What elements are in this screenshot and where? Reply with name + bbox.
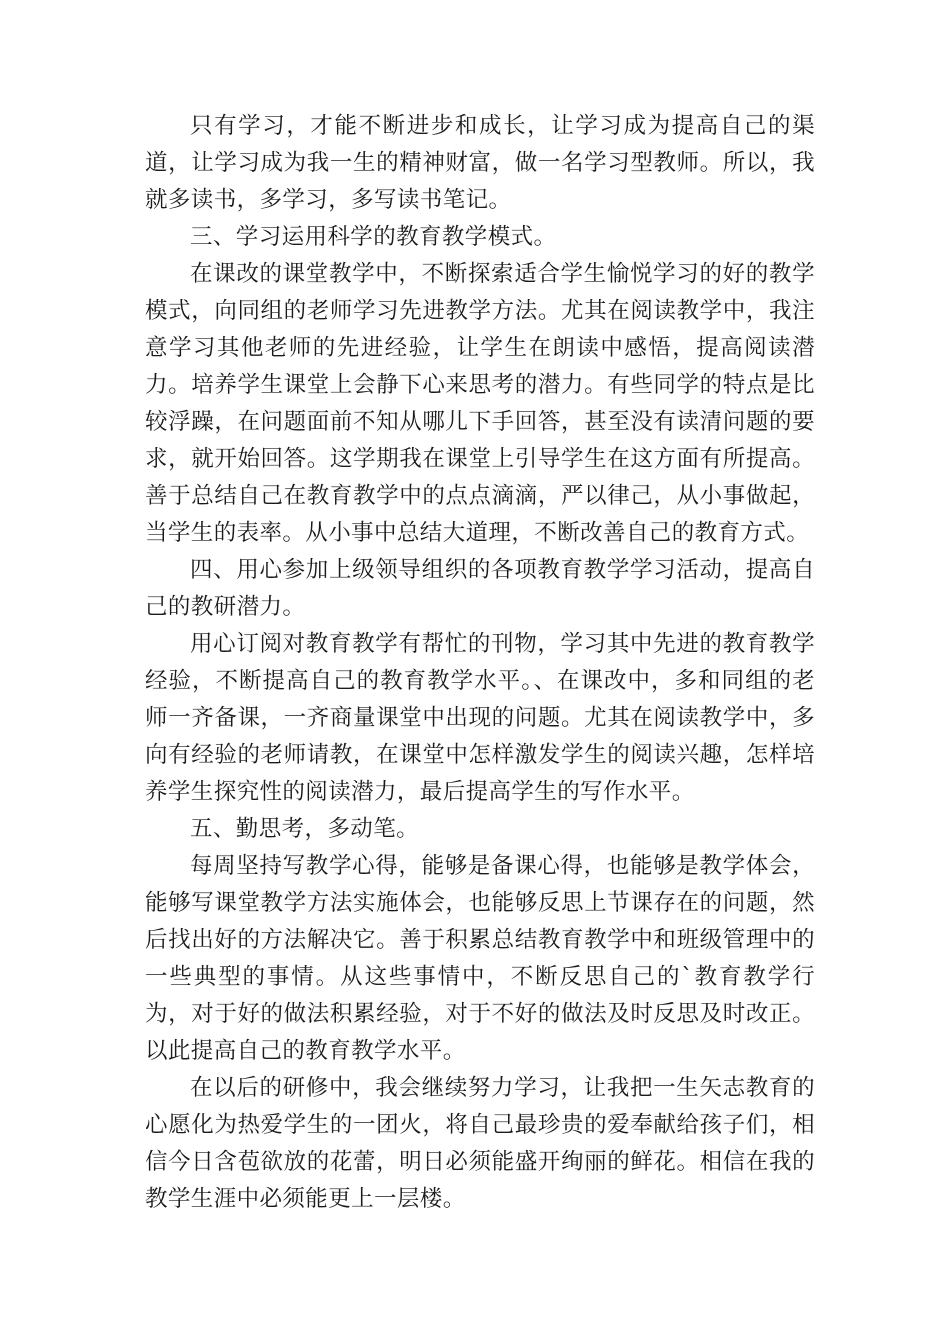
section-heading-3: 三、学习运用科学的教育教学模式。: [190, 224, 557, 250]
paragraph-reflection: 每周坚持写教学心得，能够是备课心得，也能够是教学体会，能够写课堂教学方法实施体会，也能够反思上节课存在的问题，然后找出好的方法解决它。善于积累总结教育教学中和班级管理中的一些典型的事情。从这些事情中，不断反思自己的`教育教学行为，对于好的做法积累经验，对于不好的做法及时反思及时改正。以此提高自己的教育教学水平。: [145, 853, 815, 1064]
paragraph-teaching-mode: 在课改的课堂教学中，不断探索适合学生愉悦学习的好的教学模式，向同组的老师学习先进教学方法。尤其在阅读教学中，我注意学习其他老师的先进经验，让学生在朗读中感悟，提高阅读潜力。培养学生课堂上会静下心来思考的潜力。有些同学的特点是比较浮躁，在问题面前不知从哪儿下手回答，甚至没有读清问题的要求，就开始回答。这学期我在课堂上引导学生在这方面有所提高。善于总结自己在教育教学中的点点滴滴，严以律己，从小事做起，当学生的表率。从小事中总结大道理，不断改善自己的教育方式。: [145, 261, 815, 546]
paragraph-conclusion: 在以后的研修中，我会继续努力学习，让我把一生矢志教育的心愿化为热爱学生的一团火，将自己最珍贵的爱奉献给孩子们，相信今日含苞欲放的花蕾，明日必须能盛开绚丽的鲜花。相信在我的教学生涯中必须能更上一层楼。: [145, 1075, 815, 1212]
section-heading-4: 四、用心参加上级领导组织的各项教育教学学习活动，提高自己的教研潜力。: [145, 557, 815, 620]
paragraph-research: 用心订阅对教育教学有帮忙的刊物，学习其中先进的教育教学经验，不断提高自己的教育教学水平。、在课改中，多和同组的老师一齐备课，一齐商量课堂中出现的问题。尤其在阅读教学中，多向有经验的老师请教，在课堂中怎样激发学生的阅读兴趣，怎样培养学生探究性的阅读潜力，最后提高学生的写作水平。: [145, 631, 815, 805]
paragraph-learning: 只有学习，才能不断进步和成长，让学习成为提高自己的渠道，让学习成为我一生的精神财富，做一名学习型教师。所以，我就多读书，多学习，多写读书笔记。: [145, 113, 815, 213]
document-body: [145, 108, 815, 1218]
section-heading-5: 五、勤思考，多动笔。: [190, 816, 420, 842]
